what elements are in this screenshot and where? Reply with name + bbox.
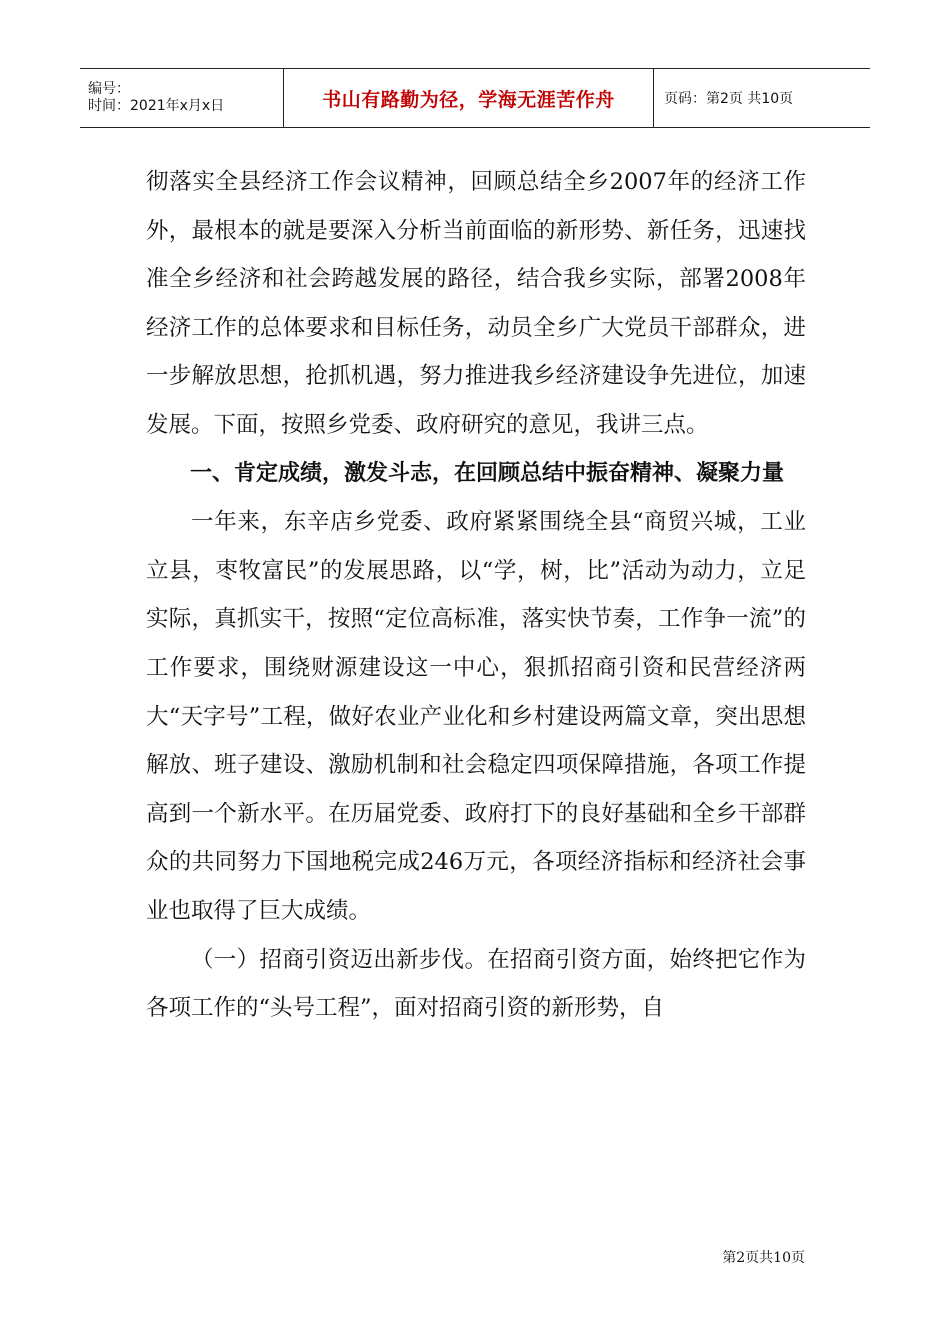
section-heading: 一、肯定成绩，激发斗志，在回顾总结中振奋精神、凝聚力量	[190, 460, 785, 486]
serial-number-label: 编号：	[88, 81, 130, 97]
date-label: 时间：2021年x月x日	[88, 98, 225, 114]
header-page-info: 页码：第2页 共10页	[664, 91, 794, 107]
page-footer: 第2页共10页	[722, 1250, 805, 1266]
header-motto: 书山有路勤为径，学海无涯苦作舟	[283, 69, 654, 127]
document-body	[146, 158, 806, 1033]
header-meta	[80, 69, 283, 127]
paragraph: 一年来，东辛店乡党委、政府紧紧围绕全县“商贸兴城，工业立县，枣牧富民”的发展思路，以“学，树，比”活动为动力，立足实际，真抓实干，按照“定位高标准，落实快节奏，工作争一流”的工作要求，围绕财源建设这一中心，狠抓招商引资和民营经济两大“天字号”工程，做好农业产业化和乡村建设两篇文章，突出思想解放、班子建设、激励机制和社会稳定四项保障措施，各项工作提高到一个新水平。在历届党委、政府打下的良好基础和全乡干部群众的共同努力下国地税完成246万元，各项经济指标和经济社会事业也取得了巨大成绩。	[146, 509, 806, 924]
page-header	[80, 68, 870, 128]
paragraph-continuation: 彻落实全县经济工作会议精神，回顾总结全乡2007年的经济工作外，最根本的就是要深入分析当前面临的新形势、新任务，迅速找准全乡经济和社会跨越发展的路径，结合我乡实际，部署2008年经济工作的总体要求和目标任务，动员全乡广大党员干部群众，进一步解放思想，抢抓机遇，努力推进我乡经济建设争先进位，加速发展。下面，按照乡党委、政府研究的意见，我讲三点。	[146, 169, 806, 438]
paragraph: （一）招商引资迈出新步伐。在招商引资方面，始终把它作为各项工作的“头号工程”，面对招商引资的新形势，自	[146, 946, 806, 1022]
